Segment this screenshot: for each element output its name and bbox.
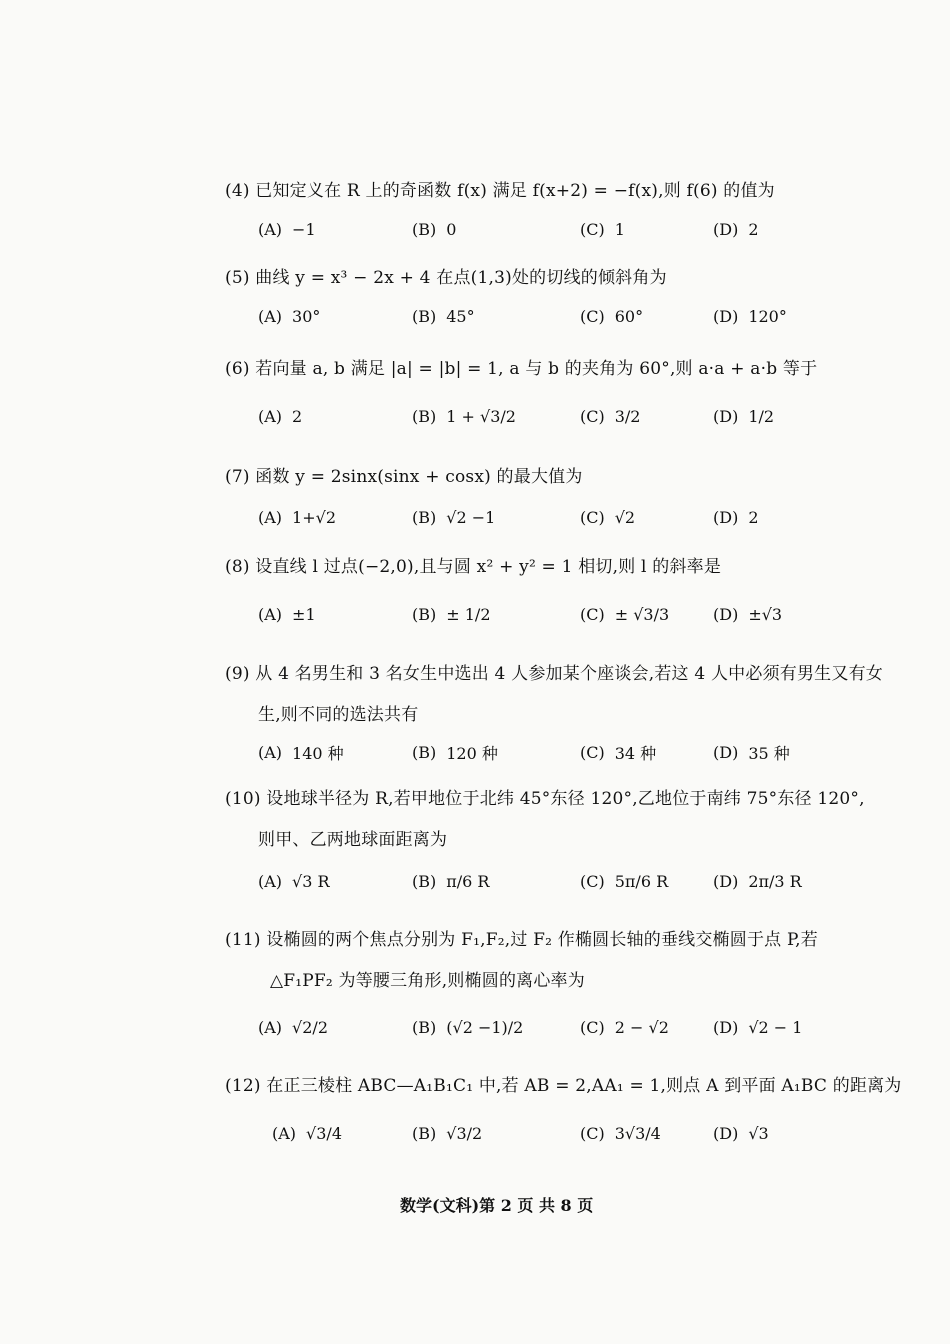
question-7-option-c xyxy=(580,508,635,527)
option-value: 2π/3 R xyxy=(748,872,802,891)
option-label: (B) xyxy=(412,220,437,239)
question-7-stem: (7) 函数 y = 2sinx(sinx + cosx) 的最大值为 xyxy=(225,467,583,487)
option-value: 30° xyxy=(292,307,321,326)
option-value: (√2 −1)/2 xyxy=(446,1018,524,1037)
option-label: (B) xyxy=(412,872,437,891)
question-12-option-b xyxy=(412,1124,482,1143)
option-value: 3√3/4 xyxy=(614,1124,661,1143)
option-value: 5π/6 R xyxy=(614,872,669,891)
question-6-option-d xyxy=(713,407,774,426)
option-value: 60° xyxy=(614,307,644,326)
question-6-stem: (6) 若向量 a, b 满足 |a| = |b| = 1, a 与 b 的夹角为 60°,则 a·a + a·b 等于 xyxy=(225,359,818,379)
question-12-option-d xyxy=(713,1124,769,1143)
question-12-option-c xyxy=(580,1124,661,1143)
question-8-option-a xyxy=(258,605,316,624)
option-value: √3 xyxy=(748,1124,769,1143)
option-label: (C) xyxy=(580,307,605,326)
option-label: (B) xyxy=(412,605,437,624)
option-value: ±√3 xyxy=(748,605,783,624)
option-value: √2 − 1 xyxy=(748,1018,803,1037)
question-6-option-a xyxy=(258,407,302,426)
question-11-stem: (11) 设椭圆的两个焦点分别为 F₁,F₂,过 F₂ 作椭圆长轴的垂线交椭圆于点 P,若 xyxy=(225,930,818,950)
option-label: (A) xyxy=(272,1124,297,1143)
question-5-option-b xyxy=(412,307,475,326)
page-footer: 数学(文科)第 2 页 共 8 页 xyxy=(400,1196,594,1215)
question-8-stem: (8) 设直线 l 过点(−2,0),且与圆 x² + y² = 1 相切,则 l 的斜率是 xyxy=(225,557,722,577)
option-value: 120 种 xyxy=(446,744,498,763)
option-label: (D) xyxy=(713,508,739,527)
question-6-option-c xyxy=(580,407,640,426)
option-label: (C) xyxy=(580,605,605,624)
question-6-option-b xyxy=(412,407,516,426)
option-value: 2 xyxy=(292,407,303,426)
question-9-stem-line-2: 生,则不同的选法共有 xyxy=(258,705,419,725)
option-label: (B) xyxy=(412,1124,437,1143)
option-label: (B) xyxy=(412,1018,437,1037)
option-value: 34 种 xyxy=(614,744,657,763)
question-10-option-a xyxy=(258,872,330,891)
option-value: √2 xyxy=(614,508,636,527)
option-value: 2 xyxy=(748,508,759,527)
question-9-option-d xyxy=(713,741,790,764)
option-label: (A) xyxy=(258,307,283,326)
option-value: 1/2 xyxy=(748,407,775,426)
question-7-option-d xyxy=(713,508,759,527)
option-label: (A) xyxy=(258,508,283,527)
option-value: 0 xyxy=(446,220,457,239)
question-4-stem: (4) 已知定义在 R 上的奇函数 f(x) 满足 f(x+2) = −f(x),则 f(6) 的值为 xyxy=(225,181,775,201)
question-7-option-a xyxy=(258,508,336,527)
question-5-option-c xyxy=(580,307,643,326)
question-10-option-c xyxy=(580,872,668,891)
option-label: (A) xyxy=(258,872,283,891)
question-11-option-d xyxy=(713,1018,802,1037)
option-value: 2 − √2 xyxy=(614,1018,669,1037)
option-label: (C) xyxy=(580,220,605,239)
option-label: (C) xyxy=(580,508,605,527)
question-11-option-a xyxy=(258,1018,328,1037)
question-11-stem-line-2: △F₁PF₂ 为等腰三角形,则椭圆的离心率为 xyxy=(270,971,585,991)
option-label: (C) xyxy=(580,743,605,762)
question-10-option-d xyxy=(713,872,802,891)
option-label: (B) xyxy=(412,508,437,527)
option-value: 2 xyxy=(748,220,759,239)
question-12-option-a xyxy=(272,1124,342,1143)
option-value: 1 + √3/2 xyxy=(446,407,516,426)
option-label: (B) xyxy=(412,743,437,762)
option-label: (D) xyxy=(713,407,739,426)
question-10-stem: (10) 设地球半径为 R,若甲地位于北纬 45°东径 120°,乙地位于南纬 75°东径 120°, xyxy=(225,789,865,809)
question-10-stem-line-2: 则甲、乙两地球面距离为 xyxy=(258,830,448,850)
option-value: ± √3/3 xyxy=(614,605,670,624)
option-label: (C) xyxy=(580,872,605,891)
option-value: 140 种 xyxy=(292,744,344,763)
question-4-option-d xyxy=(713,220,759,239)
question-4-option-c xyxy=(580,220,625,239)
question-9-option-b xyxy=(412,741,498,764)
option-label: (B) xyxy=(412,307,437,326)
option-label: (A) xyxy=(258,743,283,762)
question-4-option-a xyxy=(258,220,316,239)
question-8-option-c xyxy=(580,605,669,624)
option-label: (D) xyxy=(713,605,739,624)
option-label: (C) xyxy=(580,407,605,426)
option-value: 3/2 xyxy=(614,407,641,426)
option-value: √3 R xyxy=(292,872,330,891)
option-value: ± 1/2 xyxy=(446,605,491,624)
option-label: (A) xyxy=(258,407,283,426)
question-5-option-a xyxy=(258,307,320,326)
question-8-option-d xyxy=(713,605,782,624)
option-value: π/6 R xyxy=(446,872,490,891)
option-value: 1 xyxy=(614,220,625,239)
question-9-option-a xyxy=(258,741,344,764)
option-value: √3/4 xyxy=(306,1124,342,1143)
option-value: 35 种 xyxy=(748,744,790,763)
option-value: √3/2 xyxy=(446,1124,483,1143)
question-10-option-b xyxy=(412,872,489,891)
question-5-stem: (5) 曲线 y = x³ − 2x + 4 在点(1,3)处的切线的倾斜角为 xyxy=(225,268,667,288)
option-label: (D) xyxy=(713,872,739,891)
option-label: (D) xyxy=(713,1124,739,1143)
option-value: ±1 xyxy=(292,605,316,624)
option-label: (D) xyxy=(713,743,739,762)
option-value: 45° xyxy=(446,307,475,326)
question-12-stem: (12) 在正三棱柱 ABC—A₁B₁C₁ 中,若 AB = 2,AA₁ = 1,则点 A 到平面 A₁BC 的距离为 xyxy=(225,1076,902,1096)
question-11-option-b xyxy=(412,1018,523,1037)
option-label: (B) xyxy=(412,407,437,426)
question-11-option-c xyxy=(580,1018,669,1037)
option-label: (A) xyxy=(258,220,283,239)
option-label: (D) xyxy=(713,220,739,239)
option-value: −1 xyxy=(292,220,316,239)
option-value: √2/2 xyxy=(292,1018,328,1037)
option-label: (A) xyxy=(258,605,283,624)
question-4-option-b xyxy=(412,220,456,239)
question-8-option-b xyxy=(412,605,491,624)
question-9-stem: (9) 从 4 名男生和 3 名女生中选出 4 人参加某个座谈会,若这 4 人中必须有男生又有女 xyxy=(225,664,883,684)
option-label: (C) xyxy=(580,1018,605,1037)
option-value: √2 −1 xyxy=(446,508,496,527)
option-value: 120° xyxy=(748,307,787,326)
option-label: (A) xyxy=(258,1018,283,1037)
question-9-option-c xyxy=(580,741,656,764)
option-label: (C) xyxy=(580,1124,605,1143)
question-7-option-b xyxy=(412,508,495,527)
option-value: 1+√2 xyxy=(292,508,337,527)
option-label: (D) xyxy=(713,1018,739,1037)
question-5-option-d xyxy=(713,307,787,326)
option-label: (D) xyxy=(713,307,739,326)
